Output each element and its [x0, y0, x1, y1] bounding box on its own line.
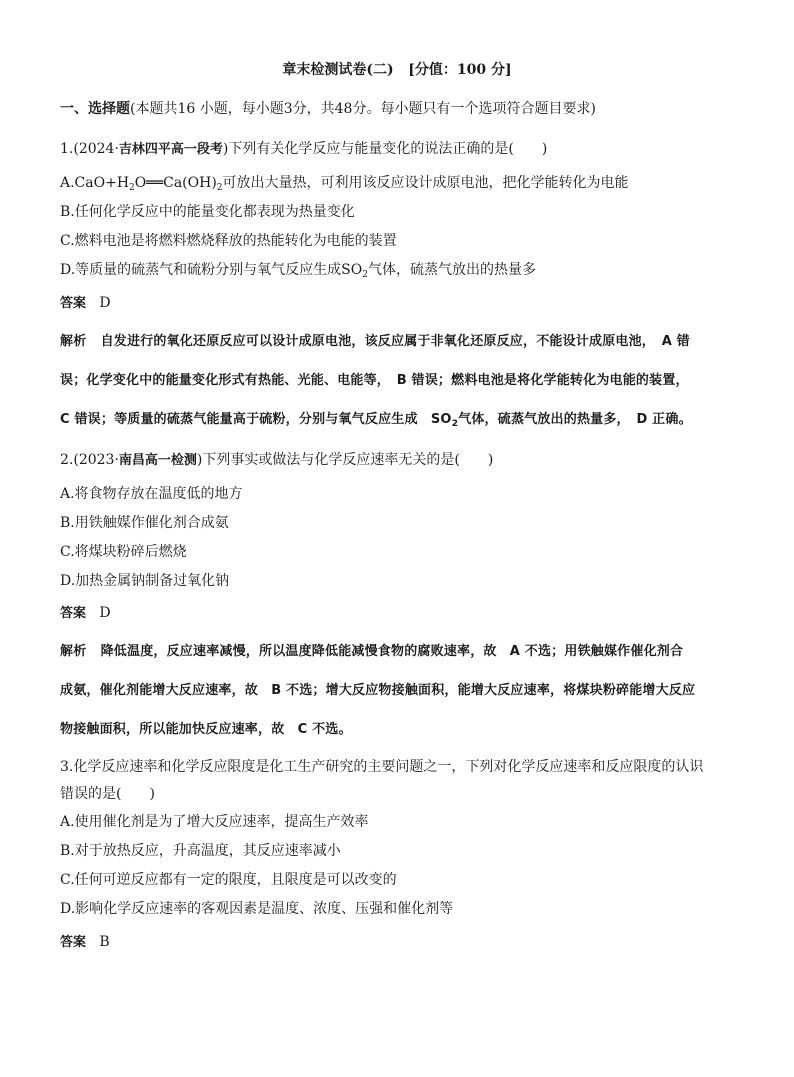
question-3-stem-line-2: 错误的是( )	[60, 786, 155, 802]
source-close: )	[222, 141, 229, 157]
option-text: 可放出大量热，可利用该反应设计成原电池，把化学能转化为电能	[222, 175, 629, 191]
question-1-explanation-line-1	[60, 332, 690, 352]
question-3-option-c: C.任何可逆反应都有一定的限度，且限度是可以改变的	[60, 872, 397, 888]
source-open: (2024·	[73, 141, 119, 157]
title-text: 章末检测试卷(二)	[282, 62, 394, 78]
answer-label: 答案	[60, 296, 87, 311]
subscript: 2	[129, 183, 135, 193]
question-number: 2.	[60, 452, 74, 468]
question-1-option-c: C.燃料电池是将燃料燃烧释放的热能转化为电能的装置	[60, 233, 397, 249]
question-3-answer	[60, 932, 110, 953]
explanation-label: 解析	[60, 644, 87, 659]
question-text: 下列事实或做法与化学反应速率无关的是( )	[202, 452, 494, 468]
explanation-text: C 错误；等质量的硫蒸气能量高于硫粉，分别与氧气反应生成 SO	[60, 412, 452, 427]
question-2-option-b: B.用铁触媒作催化剂合成氨	[60, 515, 229, 531]
question-number: 1.	[60, 141, 74, 157]
explanation-text: 自发进行的氧化还原反应可以设计成原电池，该反应属于非氧化还原反应，不能设计成原电池， A 错	[100, 334, 690, 349]
question-3-option-b: B.对于放热反应，升高温度，其反应速率减小	[60, 843, 341, 859]
question-1-answer	[60, 293, 111, 314]
question-2-explanation-line-2: 成氨，催化剂能增大反应速率，故 B 不选；增大反应物接触面积，能增大反应速率，将煤块粉碎能增大反应	[60, 683, 696, 698]
option-text: O══Ca(OH)	[134, 175, 217, 191]
question-3-option-d: D.影响化学反应速率的客观因素是温度、浓度、压强和催化剂等	[60, 901, 454, 917]
answer-value: B	[99, 934, 110, 950]
option-text: A.CaO+H	[60, 175, 130, 191]
question-1-stem	[60, 139, 547, 160]
source-close: )	[196, 452, 203, 468]
answer-label: 答案	[60, 606, 87, 621]
section-desc: (本题共16 小题，每小题3分，共48分。每小题只有一个选项符合题目要求)	[130, 101, 596, 117]
explanation-text: 气体，硫蒸气放出的热量多， D 正确。	[458, 412, 692, 427]
question-2-option-d: D.加热金属钠制备过氧化钠	[60, 573, 230, 589]
option-text: 气体，硫蒸气放出的热量多	[367, 262, 536, 278]
page-title	[0, 60, 794, 80]
question-1-explanation-line-2: 误；化学变化中的能量变化形式有热能、光能、电能等， B 错误；燃料电池是将化学能转化为电能的装置，	[60, 373, 689, 388]
question-2-stem	[60, 450, 493, 471]
answer-label: 答案	[60, 935, 87, 950]
question-2-answer	[60, 603, 111, 624]
explanation-label: 解析	[60, 334, 87, 349]
section-heading	[60, 99, 596, 119]
score-text: [分值：100 分]	[408, 62, 512, 78]
question-source: 吉林四平高一段考	[118, 142, 223, 157]
question-2-option-c: C.将煤块粉碎后燃烧	[60, 544, 187, 560]
question-1-option-a	[60, 173, 629, 193]
question-3-option-a: A.使用催化剂是为了增大反应速率，提高生产效率	[60, 814, 369, 830]
subscript: 2	[451, 419, 459, 429]
option-text: D.等质量的硫蒸气和硫粉分别与氧气反应生成SO	[60, 262, 363, 278]
question-1-option-d	[60, 260, 536, 280]
answer-value: D	[99, 295, 111, 311]
question-1-option-b: B.任何化学反应中的能量变化都表现为热量变化	[60, 204, 355, 220]
question-2-explanation-line-3: 物接触面积，所以能加快反应速率，故 C 不选。	[60, 722, 352, 737]
question-3-stem-line-1: 3.化学反应速率和化学反应限度是化工生产研究的主要问题之一，下列对化学反应速率和反应限度的认识	[60, 759, 704, 775]
question-2-explanation-line-1	[60, 642, 683, 662]
section-label: 一、选择题	[60, 101, 130, 117]
question-1-explanation-line-3	[60, 410, 692, 430]
explanation-text: 降低温度，反应速率减慢，所以温度降低能减慢食物的腐败速率，故 A 不选；用铁触媒作催化剂合	[100, 644, 684, 659]
question-2-option-a: A.将食物存放在温度低的地方	[60, 486, 243, 502]
question-source: 南昌高一检测	[118, 453, 197, 468]
question-text: 下列有关化学反应与能量变化的说法正确的是( )	[228, 141, 548, 157]
source-open: (2023·	[73, 452, 119, 468]
subscript: 2	[362, 270, 368, 280]
answer-value: D	[99, 605, 111, 621]
subscript: 2	[216, 183, 223, 193]
